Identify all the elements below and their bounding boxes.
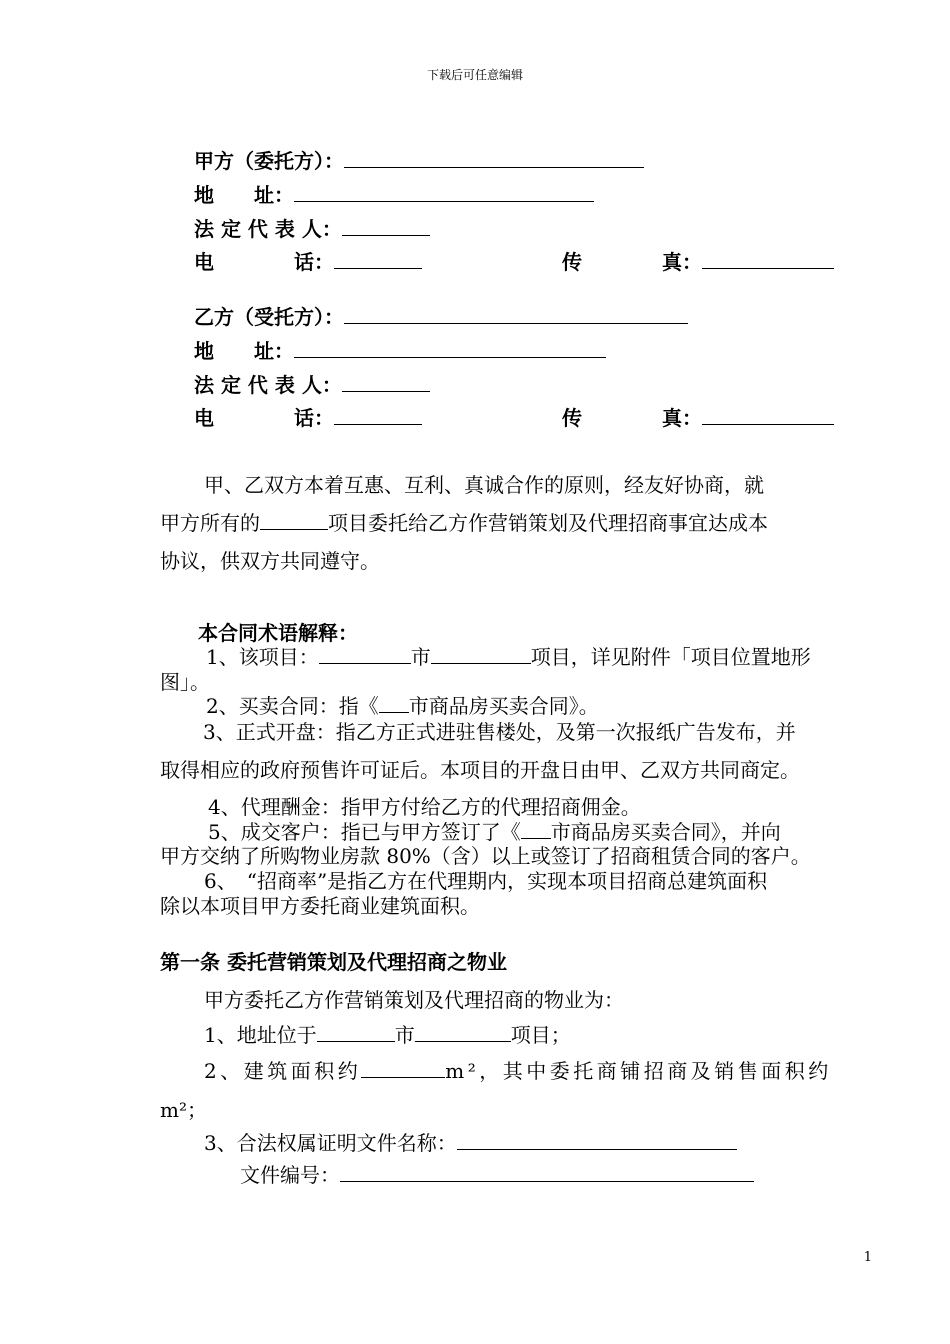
term-2: 2、买卖合同：指《 市商品房买卖合同》。 <box>206 694 599 718</box>
term-6: 6、 “招商率”是指乙方在代理期内，实现本项目招商总建筑面积 <box>204 869 768 893</box>
term-5-cont: 甲方交纳了所购物业房款 80%（含）以上或签订了招商租赁合同的客户。 <box>160 844 811 868</box>
party-b-rep: 法 定 代 表 人： <box>194 369 430 398</box>
article-1-heading: 第一条 委托营销策划及代理招商之物业 <box>160 950 507 974</box>
party-b-fax: 传 真： <box>562 402 834 431</box>
article-1-item-3: 3、合法权属证明文件名称： <box>204 1127 737 1156</box>
page-header: 下载后可任意编辑 <box>426 68 523 82</box>
intro-line-3: 协议，供双方共同遵守。 <box>160 549 380 573</box>
article-1-item-1: 1、地址位于 市 项目； <box>204 1023 571 1047</box>
term-5-city-blank[interactable] <box>521 818 551 839</box>
party-b-rep-blank[interactable] <box>342 371 430 392</box>
term-5: 5、成交客户：指已与甲方签订了《 市商品房买卖合同》，并向 <box>208 820 781 844</box>
term-1-project-blank[interactable] <box>431 643 531 664</box>
party-b-address-blank[interactable] <box>294 337 606 358</box>
party-a-rep: 法 定 代 表 人： <box>194 213 430 242</box>
term-3-cont: 取得相应的政府预售许可证后。本项目的开盘日由甲、乙双方共同商定。 <box>160 758 800 782</box>
term-1-cont: 图」。 <box>160 670 210 694</box>
party-b-name-blank[interactable] <box>344 303 688 324</box>
term-3: 3、正式开盘：指乙方正式进驻售楼处，及第一次报纸广告发布，并 <box>203 720 796 744</box>
party-b-fax-blank[interactable] <box>702 404 834 425</box>
article-1-item-2-cont: m²； <box>160 1098 207 1122</box>
party-b-tel-blank[interactable] <box>334 404 422 425</box>
party-b-title: 乙方（受托方）： <box>194 301 688 330</box>
party-a-fax-blank[interactable] <box>702 248 834 269</box>
intro-line-1: 甲、乙双方本着互惠、互利、真诚合作的原则，经友好协商，就 <box>204 473 764 497</box>
page-number: 1 <box>863 1250 872 1265</box>
article-1-item-2: 2、建筑面积约 m²，其中委托商铺招商及销售面积约 <box>204 1059 832 1083</box>
party-a-name-blank[interactable] <box>344 147 644 168</box>
party-a-title: 甲方（委托方）： <box>194 145 644 174</box>
party-a-tel: 电 话： <box>194 246 422 275</box>
term-1: 1、该项目： 市 项目，详见附件「项目位置地形 <box>206 645 811 669</box>
party-a-rep-blank[interactable] <box>342 215 430 236</box>
party-a-address: 地 址： <box>194 179 594 208</box>
project-blank[interactable] <box>260 509 328 530</box>
item-1-project-blank[interactable] <box>415 1021 511 1042</box>
item-2-area-blank[interactable] <box>361 1057 445 1078</box>
item-3-doc-number-blank[interactable] <box>340 1161 754 1182</box>
article-1-item-3-number: 文件编号： <box>240 1159 754 1188</box>
item-1-city-blank[interactable] <box>317 1021 395 1042</box>
party-a-tel-blank[interactable] <box>334 248 422 269</box>
party-b-address: 地 址： <box>194 335 606 364</box>
intro-line-2: 甲方所有的 项目委托给乙方作营销策划及代理招商事宜达成本 <box>160 511 768 535</box>
term-2-city-blank[interactable] <box>379 692 409 713</box>
item-3-doc-name-blank[interactable] <box>457 1129 737 1150</box>
party-b-tel: 电 话： <box>194 402 422 431</box>
terms-heading: 本合同术语解释： <box>198 621 358 645</box>
term-1-city-blank[interactable] <box>319 643 411 664</box>
article-1-intro: 甲方委托乙方作营销策划及代理招商的物业为： <box>204 988 624 1012</box>
party-a-address-blank[interactable] <box>294 181 594 202</box>
term-6-cont: 除以本项目甲方委托商业建筑面积。 <box>160 894 480 918</box>
term-4: 4、代理酬金：指甲方付给乙方的代理招商佣金。 <box>208 795 641 819</box>
party-a-fax: 传 真： <box>562 246 834 275</box>
